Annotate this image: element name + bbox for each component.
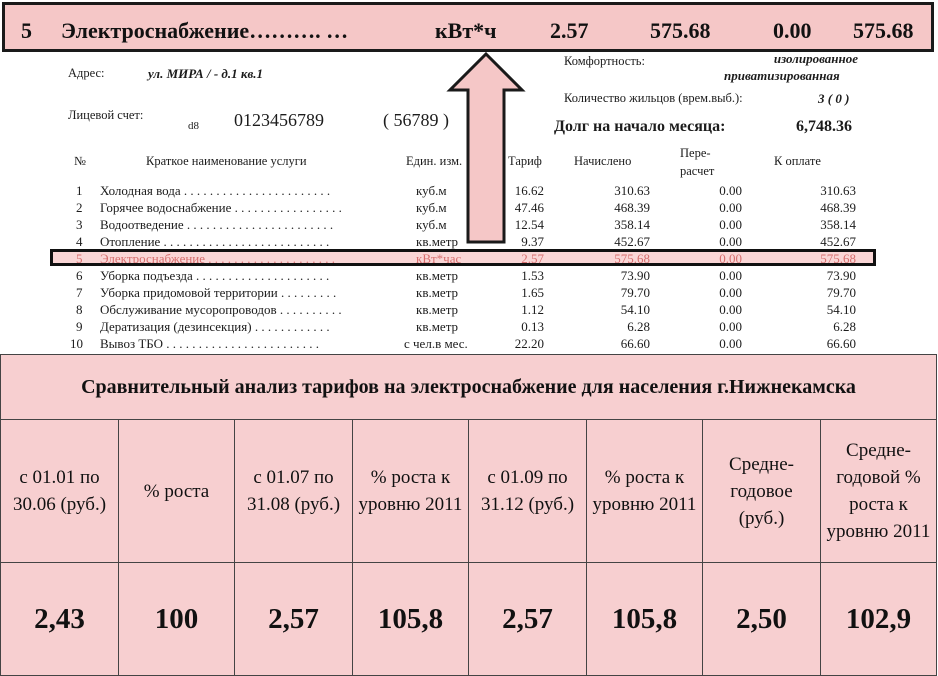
- row-service: Обслуживание мусоропроводов . . . . . . . . . .: [100, 302, 342, 317]
- col-unit-header: Един. изм.: [406, 154, 463, 168]
- line-unit: кВт*ч: [435, 18, 497, 43]
- row-number: 7: [76, 285, 83, 300]
- row-tariff: 9.37: [521, 234, 544, 249]
- row-recalc: 0.00: [719, 200, 742, 215]
- header-growth-3: % роста к уровню 2011: [587, 420, 703, 563]
- row-payable: 73.90: [826, 268, 856, 283]
- row-payable: 54.10: [826, 302, 856, 317]
- row-recalc: 0.00: [719, 319, 742, 334]
- bill-row: [48, 302, 886, 319]
- debt-value: 6,748.36: [796, 118, 852, 135]
- row-tariff: 1.12: [521, 302, 544, 317]
- row-unit: кв.метр: [416, 285, 459, 300]
- col-recalc-header-1: Пере-: [680, 146, 711, 160]
- comfort-value-2: приватизированная: [724, 68, 840, 83]
- account-number: 0123456789: [234, 110, 324, 130]
- row-charged: 358.14: [614, 217, 650, 232]
- residents-value: 3 ( 0 ): [818, 91, 850, 106]
- row-charged: 54.10: [620, 302, 650, 317]
- table-title: Сравнительный анализ тарифов на электроснабжение для населения г.Нижнекамска: [1, 355, 937, 420]
- address-value: ул. МИРА / - д.1 кв.1: [148, 66, 264, 81]
- row-unit: куб.м: [416, 217, 447, 232]
- row-number: 3: [76, 217, 83, 232]
- row-tariff: 22.20: [514, 336, 544, 351]
- line-recalc: 0.00: [773, 18, 812, 43]
- header-annual-avg: Средне-годовое (руб.): [703, 420, 821, 563]
- col-payable-header: К оплате: [774, 154, 821, 168]
- row-tariff: 12.54: [514, 217, 544, 232]
- bill-row: [48, 285, 886, 302]
- value-growth-1: 100: [119, 563, 235, 676]
- row-payable: 452.67: [820, 234, 856, 249]
- line-charged: 575.68: [650, 18, 711, 43]
- row-service: Отопление . . . . . . . . . . . . . . . . . . . . . . . . . .: [100, 234, 330, 249]
- col-name-header: Краткое наименование услуги: [146, 154, 307, 168]
- row-payable: 310.63: [820, 183, 856, 198]
- row-charged: 73.90: [620, 268, 650, 283]
- line-payable: 575.68: [853, 18, 914, 43]
- value-period-3: 2,57: [469, 563, 587, 676]
- row-charged: 79.70: [620, 285, 650, 300]
- row-number: 10: [70, 336, 83, 351]
- highlighted-service-line: [2, 2, 934, 52]
- value-growth-3: 105,8: [587, 563, 703, 676]
- row-service: Дератизация (дезинсекция) . . . . . . . . . . . .: [100, 319, 330, 334]
- residents-label: Количество жильцов (врем.выб.):: [564, 91, 743, 105]
- row-service: Уборка придомовой территории . . . . . . . . .: [100, 285, 337, 300]
- value-annual-growth: 102,9: [821, 563, 937, 676]
- debt-label: Долг на начало месяца:: [554, 118, 726, 135]
- row-unit: кв.метр: [416, 302, 459, 317]
- row-tariff: 0.13: [521, 319, 544, 334]
- row-charged: 452.67: [614, 234, 650, 249]
- row-service: Горячее водоснабжение . . . . . . . . . . . . . . . . .: [100, 200, 342, 215]
- comfort-value-1: изолированное: [773, 51, 858, 66]
- line-tariff: 2.57: [550, 18, 589, 43]
- account-short: ( 56789 ): [383, 110, 449, 130]
- value-annual-avg: 2,50: [703, 563, 821, 676]
- header-growth-1: % роста: [119, 420, 235, 563]
- row-number: 2: [76, 200, 83, 215]
- row-unit: кв.метр: [416, 319, 459, 334]
- line-number: 5: [21, 18, 32, 43]
- row-unit: с чел.в мес.: [404, 336, 468, 351]
- row-recalc: 0.00: [719, 268, 742, 283]
- value-growth-2: 105,8: [353, 563, 469, 676]
- bill-row: [48, 336, 886, 353]
- tariff-comparison-table: [0, 354, 937, 676]
- row-payable: 358.14: [820, 217, 856, 232]
- bill-row: [48, 268, 886, 285]
- row-service: Вывоз ТБО . . . . . . . . . . . . . . . . . . . . . . . .: [100, 336, 320, 351]
- row-charged: 6.28: [627, 319, 650, 334]
- account-sub: d8: [188, 120, 199, 132]
- address-label: Адрес:: [68, 66, 105, 80]
- row-tariff: 1.53: [521, 268, 544, 283]
- row-payable: 66.60: [826, 336, 856, 351]
- row-recalc: 0.00: [719, 336, 742, 351]
- electricity-row-highlight: [50, 249, 876, 266]
- row-number: 6: [76, 268, 83, 283]
- value-period-1: 2,43: [1, 563, 119, 676]
- row-tariff: 16.62: [514, 183, 544, 198]
- row-unit: кв.метр: [416, 234, 459, 249]
- header-period-2: с 01.07 по 31.08 (руб.): [235, 420, 353, 563]
- row-recalc: 0.00: [719, 234, 742, 249]
- row-payable: 468.39: [820, 200, 856, 215]
- account-label: Лицевой счет:: [68, 108, 144, 122]
- row-charged: 468.39: [614, 200, 650, 215]
- comfort-label: Комфортность:: [564, 54, 645, 68]
- header-period-3: с 01.09 по 31.12 (руб.): [469, 420, 587, 563]
- row-charged: 310.63: [614, 183, 650, 198]
- row-recalc: 0.00: [719, 183, 742, 198]
- header-annual-growth: Средне-годовой % роста к уровню 2011: [821, 420, 937, 563]
- line-service-name: Электроснабжение………. …: [61, 18, 349, 43]
- row-number: 9: [76, 319, 83, 334]
- row-tariff: 47.46: [514, 200, 544, 215]
- row-recalc: 0.00: [719, 285, 742, 300]
- row-service: Холодная вода . . . . . . . . . . . . . . . . . . . . . . .: [100, 183, 331, 198]
- row-unit: куб.м: [416, 200, 447, 215]
- col-charged-header: Начислено: [574, 154, 632, 168]
- row-recalc: 0.00: [719, 217, 742, 232]
- row-service: Водоотведение . . . . . . . . . . . . . . . . . . . . . . .: [100, 217, 334, 232]
- row-recalc: 0.00: [719, 302, 742, 317]
- row-service: Уборка подъезда . . . . . . . . . . . . . . . . . . . . .: [100, 268, 330, 283]
- row-number: 8: [76, 302, 83, 317]
- row-unit: куб.м: [416, 183, 447, 198]
- row-payable: 6.28: [833, 319, 856, 334]
- header-growth-2: % роста к уровню 2011: [353, 420, 469, 563]
- row-unit: кв.метр: [416, 268, 459, 283]
- col-recalc-header-2: расчет: [680, 164, 715, 178]
- row-charged: 66.60: [620, 336, 650, 351]
- up-arrow-icon: [446, 52, 526, 246]
- row-number: 1: [76, 183, 83, 198]
- header-period-1: с 01.01 по 30.06 (руб.): [1, 420, 119, 563]
- col-number-header: №: [74, 154, 86, 168]
- row-payable: 79.70: [826, 285, 856, 300]
- row-tariff: 1.65: [521, 285, 544, 300]
- value-period-2: 2,57: [235, 563, 353, 676]
- bill-row: [48, 319, 886, 336]
- row-number: 4: [76, 234, 83, 249]
- col-tariff-header: Тариф: [508, 154, 542, 168]
